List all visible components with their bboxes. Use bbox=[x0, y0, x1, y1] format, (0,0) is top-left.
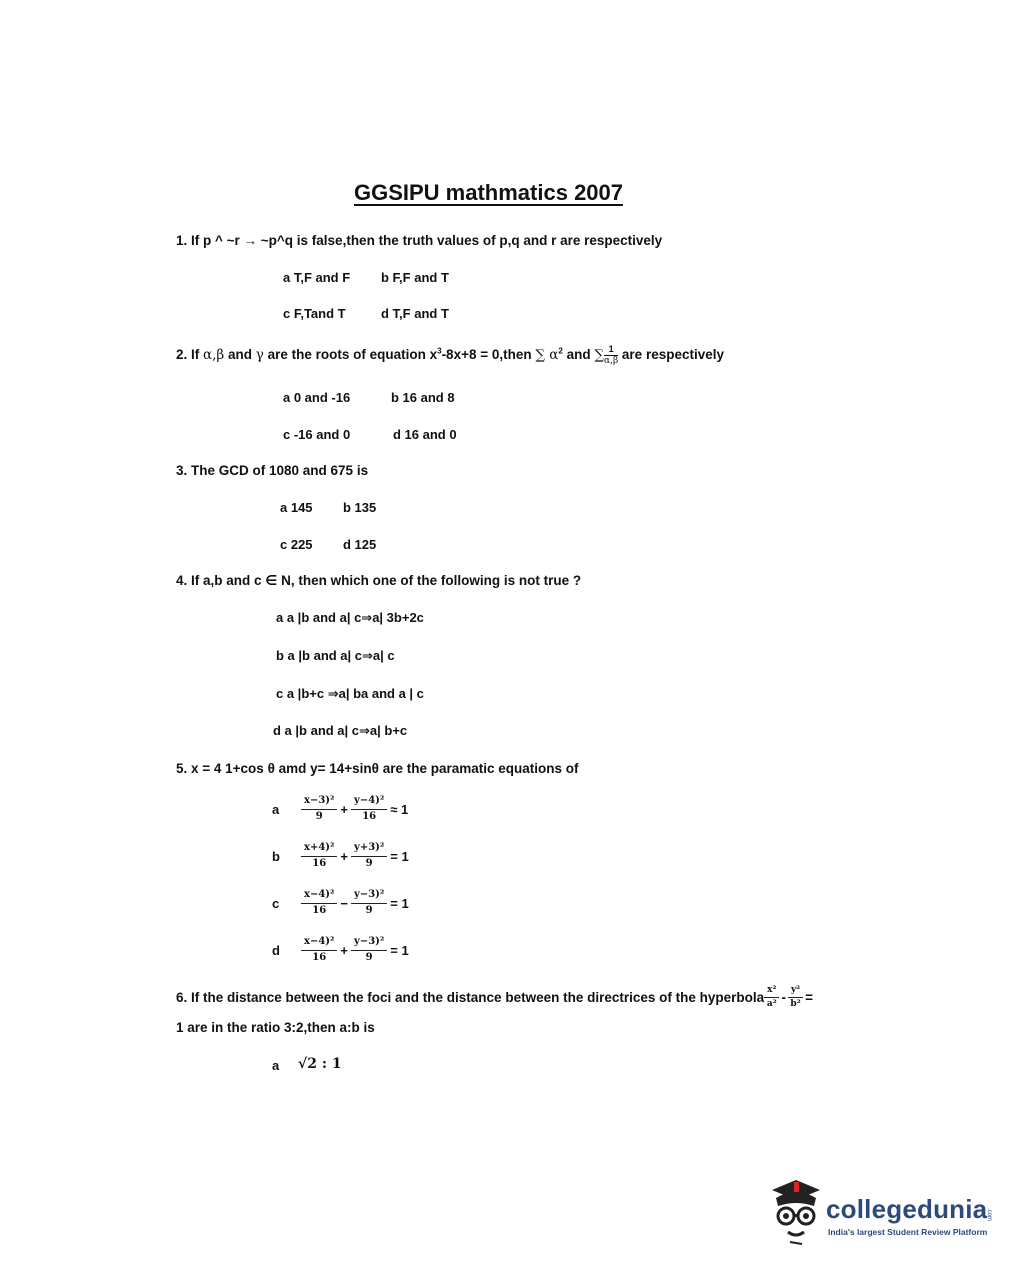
q3-option-c: c 225 bbox=[280, 537, 313, 552]
q4-option-c: c a |b+c ⇒a| ba and a | c bbox=[276, 686, 424, 701]
document-title: GGSIPU mathmatics 2007 bbox=[354, 180, 624, 205]
q6-option-a-label: a bbox=[272, 1058, 280, 1073]
collegedunia-logo-tld: .com bbox=[986, 1208, 992, 1222]
q5-option-c: c $\frac{\text{x−4)²}}{16}$ − $\frac{\text{y−3)²}}{9}$ = 1 bbox=[272, 889, 409, 916]
question-2-text: 2. If α,β and γ are the roots of equation $x^3-8x+8$ = 0,then ∑ $\alpha^2$ and ∑ $\frac{1}{\alpha,\beta}$ are respectively bbox=[176, 344, 724, 366]
question-4-text: 4. If a,b and c ∈ N, then which one of the following is not true ? bbox=[176, 573, 582, 588]
q3-option-a: a 145 bbox=[280, 500, 313, 515]
q2-fraction: $\frac{1}{\alpha,\beta}$ bbox=[604, 344, 619, 366]
q1-option-d: d T,F and T bbox=[381, 306, 449, 321]
q4-option-a: a a |b and a| c⇒a| 3b+2c bbox=[276, 610, 424, 625]
collegedunia-logo-text: collegedunia bbox=[826, 1194, 988, 1224]
q3-option-b: b 135 bbox=[343, 500, 377, 515]
question-3-text: 3. The GCD of 1080 and 675 is bbox=[176, 463, 369, 478]
q2-option-d: d 16 and 0 bbox=[393, 427, 457, 442]
question-1-text: 1. If p ^ ~r → ~p^q is false,then the truth values of p,q and r are respectively bbox=[176, 233, 663, 248]
question-6-line-2: 1 are in the ratio 3:2,then a:b is bbox=[176, 1020, 375, 1035]
collegedunia-tagline: India's largest Student Review Platform bbox=[828, 1227, 988, 1237]
q2-option-a: a 0 and -16 bbox=[283, 390, 351, 405]
q5-option-b: b $\frac{\text{x+4)²}}{16}$ + $\frac{\text{y+3)²}}{9}$ = 1 bbox=[272, 842, 409, 869]
q2-option-b: b 16 and 8 bbox=[391, 390, 455, 405]
collegedunia-mascot-icon bbox=[766, 1176, 824, 1248]
q2-option-c: c -16 and 0 bbox=[283, 427, 351, 442]
q1-option-c: c F,Tand T bbox=[283, 306, 346, 321]
q4-option-b: b a |b and a| c⇒a| c bbox=[276, 648, 395, 663]
q5-option-d: d $\frac{\text{x−4)²}}{16}$ + $\frac{\text{y−3)²}}{9}$ = 1 bbox=[272, 936, 409, 963]
q3-option-d: d 125 bbox=[343, 537, 377, 552]
q5-option-a: a $\frac{\text{x−3)²}}{9}$ + $\frac{\text{y−4)²}}{16}$ ≈ 1 bbox=[272, 795, 409, 822]
q1-option-b: b F,F and T bbox=[381, 270, 449, 285]
q6-option-a-value: √2 : 1 bbox=[298, 1056, 342, 1072]
question-6-line-1: 6. If the distance between the foci and the distance between the directrices of the hyperbola $\frac{\text{x²}}{\text{a²}}$ - $\frac{\text{y²}}{\text{b²}}$ = bbox=[176, 985, 814, 1010]
question-5-text: 5. x = 4 1+cos θ amd y= 14+sinθ are the paramatic equations of bbox=[176, 761, 579, 776]
q1-option-a: a T,F and F bbox=[283, 270, 351, 285]
q4-option-d: d a |b and a| c⇒a| b+c bbox=[273, 723, 408, 738]
